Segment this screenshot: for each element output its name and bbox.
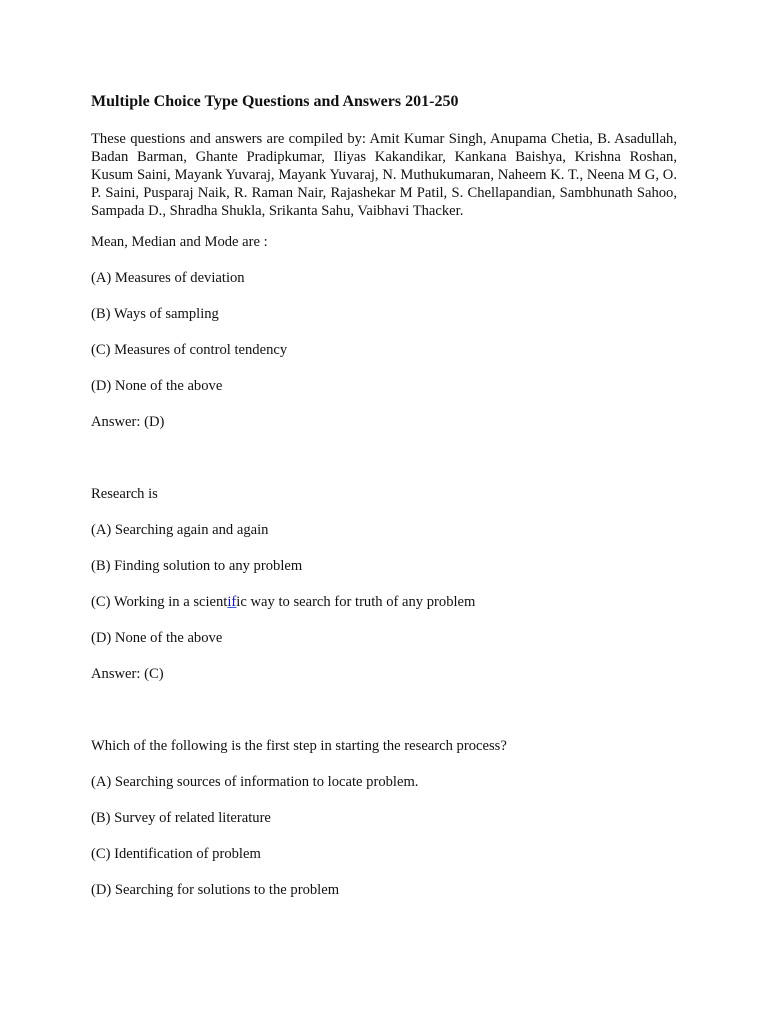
option-d: (D) Searching for solutions to the problem — [91, 882, 340, 898]
option-c: (C) Identification of problem — [91, 846, 261, 862]
question-block-1 — [91, 233, 677, 431]
question-block-3 — [91, 737, 677, 899]
option-a: (A) Searching again and again — [91, 522, 269, 538]
option-d: (D) None of the above — [91, 630, 223, 646]
option-d: (D) None of the above — [91, 378, 223, 394]
option-c-before: (C) Working in a scient — [91, 594, 228, 610]
option-b: (B) Ways of sampling — [91, 306, 219, 322]
option-b: (B) Survey of related literature — [91, 810, 271, 826]
question-text: Research is — [91, 486, 158, 502]
hyperlink-fragment[interactable]: if — [227, 594, 237, 610]
question-text: Which of the following is the first step in starting the research process? — [91, 738, 507, 754]
question-block-2 — [91, 485, 677, 683]
option-a: (A) Searching sources of information to locate problem. — [91, 774, 419, 790]
option-c: (C) Measures of control tendency — [91, 342, 288, 358]
compilers-paragraph: These questions and answers are compiled by: Amit Kumar Singh, Anupama Chetia, B. Asadullah, Badan Barman, Ghante Pradipkumar, Iliyas Kakandikar, Kankana Baishya, Krishna Roshan, Kusum Saini, Mayank Yuvaraj, Mayank Yuvaraj, N. Muthukumaran, Naheem K. T., Neena M G, O. P. Saini, Pusparaj Naik, R. Raman Nair, Rajashekar M Patil, S. Chellapandian, Sambhunath Sahoo, Sampada D., Shradha Shukla, Srikanta Sahu, Vaibhavi Thacker. — [91, 131, 677, 219]
option-c — [91, 593, 677, 611]
document-title: Multiple Choice Type Questions and Answers 201-250 — [91, 93, 459, 110]
spacer — [91, 701, 677, 737]
option-b: (B) Finding solution to any problem — [91, 558, 303, 574]
document-content — [91, 92, 677, 917]
spacer — [91, 449, 677, 485]
option-c-after: ic way to search for truth of any problem — [236, 594, 476, 610]
question-text: Mean, Median and Mode are : — [91, 234, 268, 250]
option-a: (A) Measures of deviation — [91, 270, 245, 286]
answer-text: Answer: (D) — [91, 414, 165, 430]
answer-text: Answer: (C) — [91, 666, 164, 682]
